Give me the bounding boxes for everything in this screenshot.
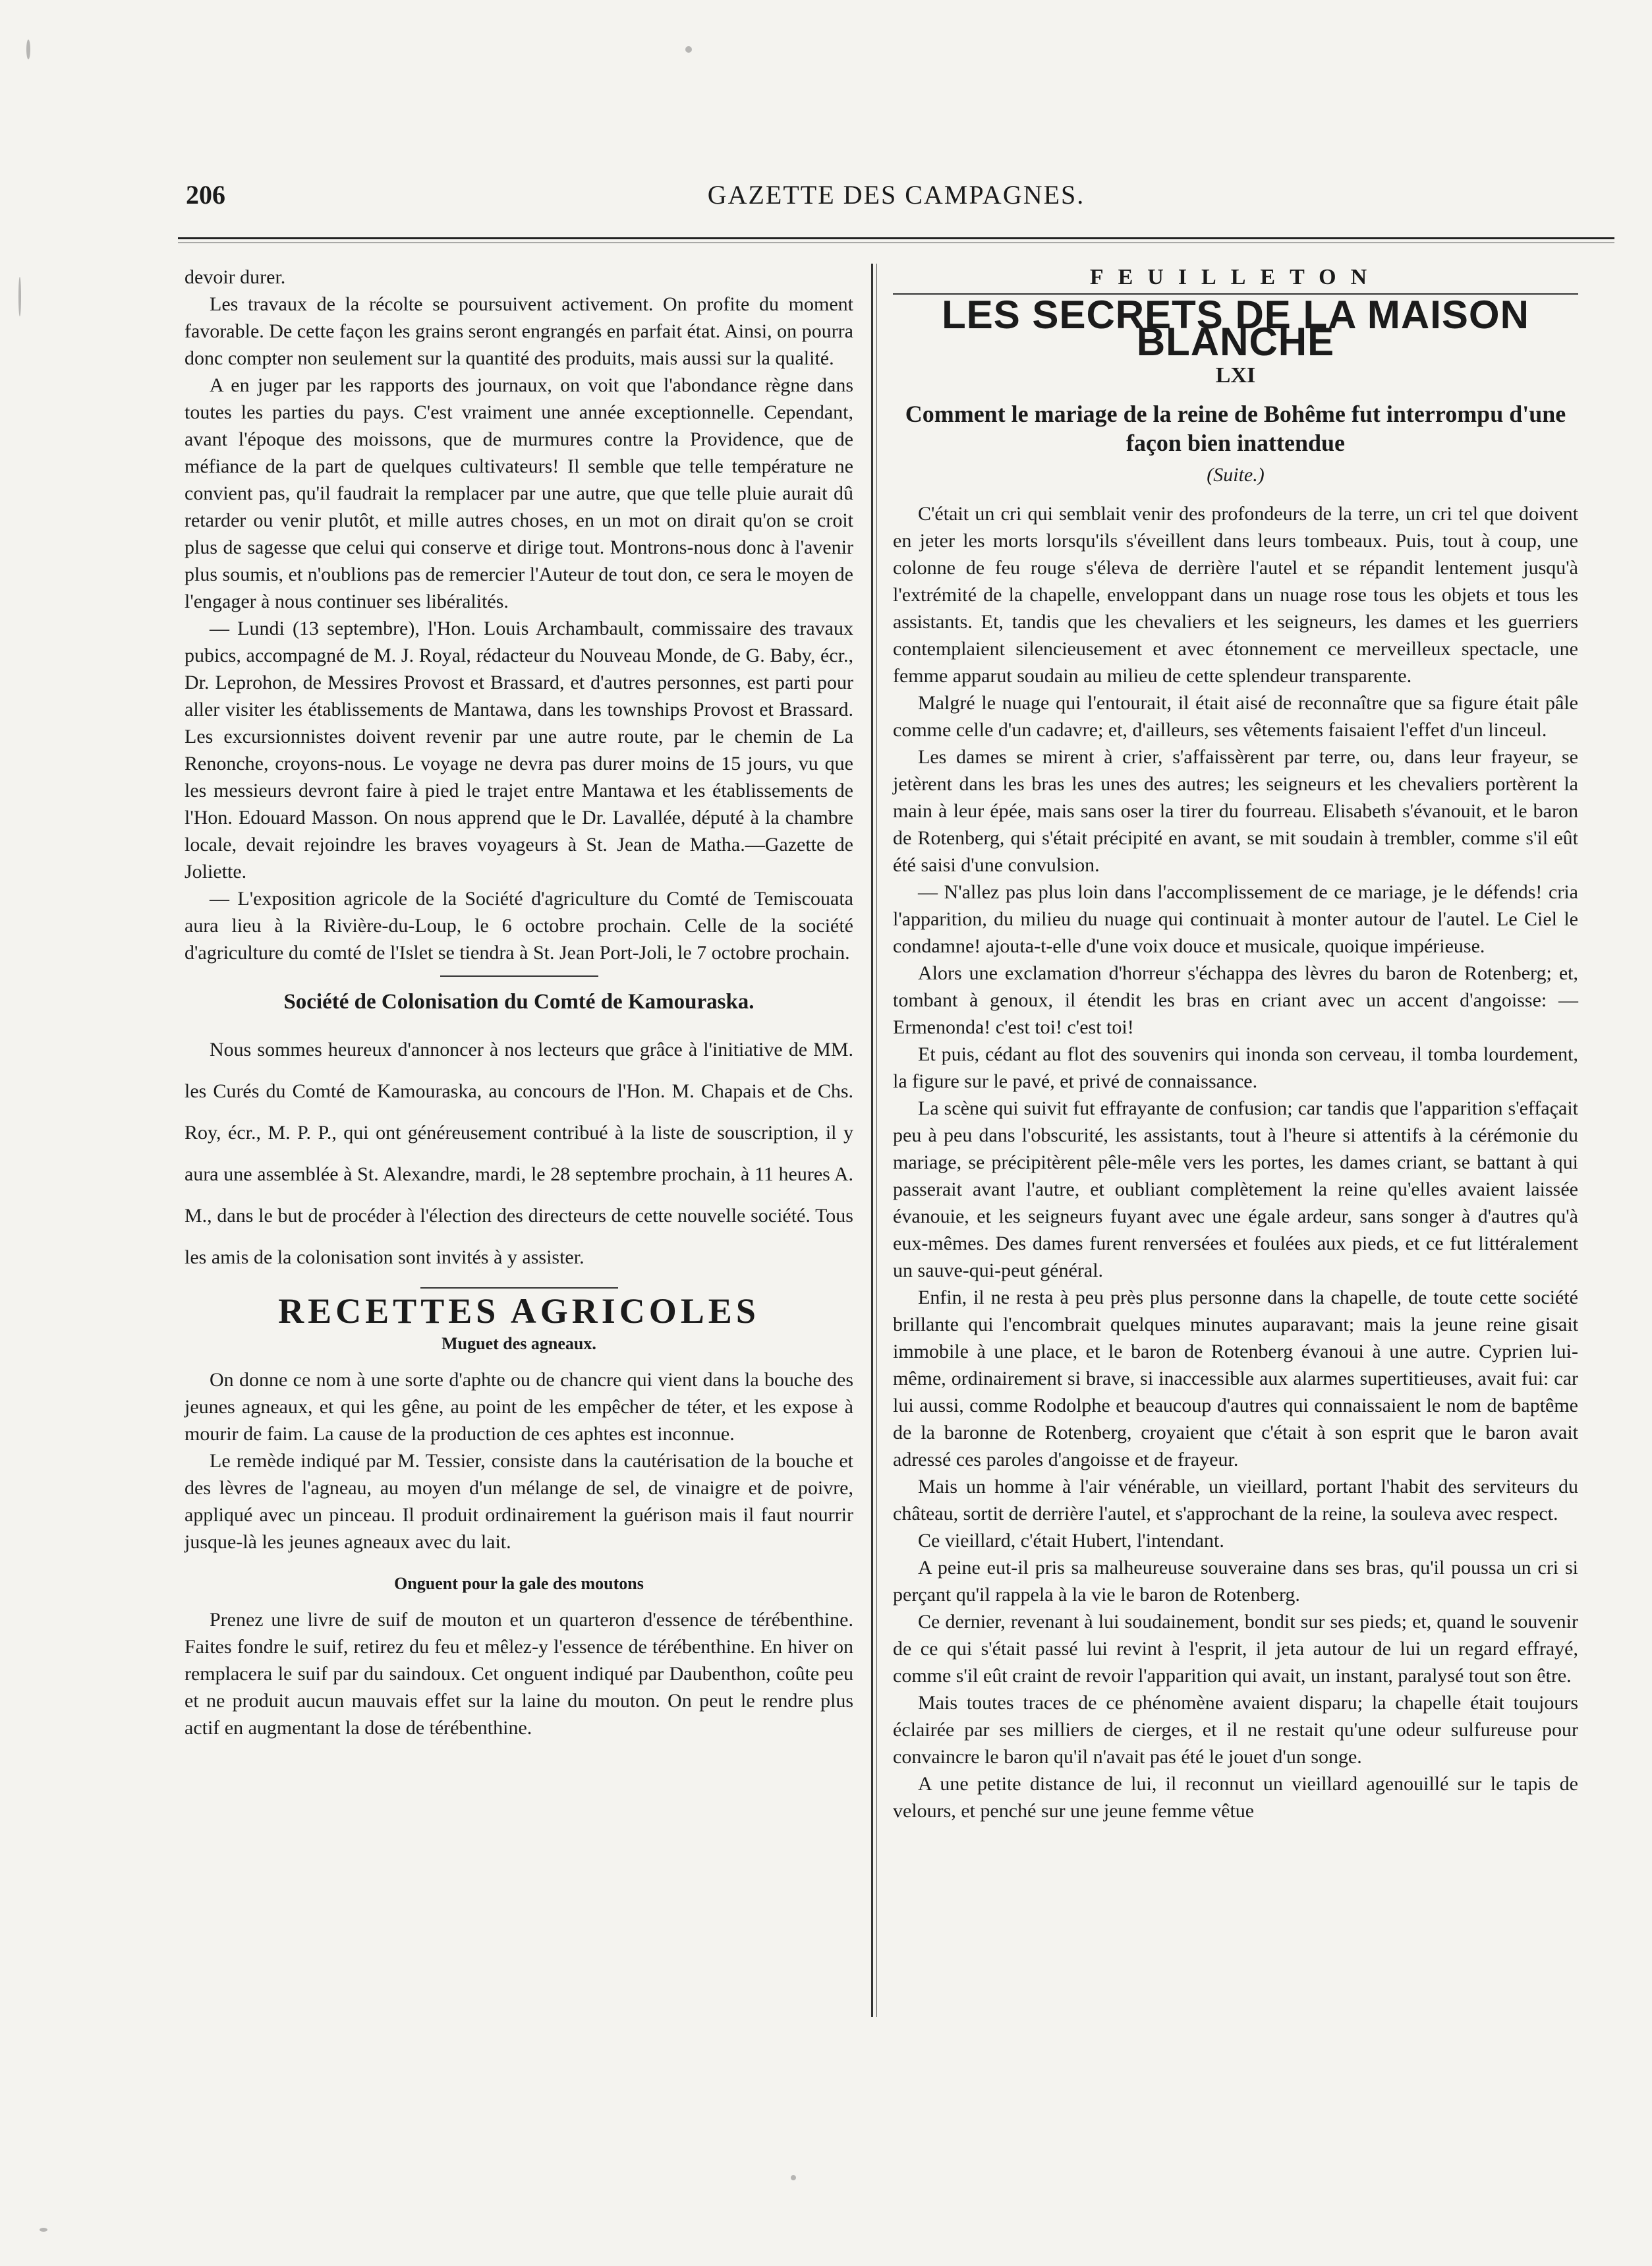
header-rule [178,237,1614,239]
chapter-number: LXI [1215,363,1256,388]
left-column [185,264,853,1741]
paragraph: A peine eut-il pris sa malheureuse souveraine dans ses bras, qu'il poussa un cri si perçant qu'il rappela à la vie le baron de Rotenberg. [893,1557,1578,1606]
paragraph: — L'exposition agricole de la Société d'agriculture du Comté de Temiscouata aura lieu à la Rivière-du-Loup, le 6 octobre prochain. Celle de la société d'agriculture du comté de l'Islet se tiendra à St. Jean Port-Joli, le 7 octobre prochain. [185,888,853,964]
paragraph: devoir durer. [185,266,286,288]
paragraph: — Lundi (13 septembre), l'Hon. Louis Archambault, commissaire des travaux pubics, accompagné de M. J. Royal, rédacteur du Nouveau Monde, de G. Baby, écr., Dr. Leprohon, de Messires Provost et Brassard, et d'autres personnes, est parti pour aller visiter les établissements de Mantawa, dans les townships Provost et Brassard. Les excursionnistes doivent revenir par une autre route, par le chemin de La Renonche, croyons-nous. Le voyage ne devra pas durer moins de 15 jours, vu que les messieurs devront faire à pied le trajet entre Mantawa et les établissements de l'Hon. Edouard Masson. On nous apprend que le Dr. Lavallée, député à la chambre locale, devait rejoindre les braves voyageurs à St. Jean de Matha.—Gazette de Joliette. [185,618,853,883]
subsection-title-muguet: Muguet des agneaux. [441,1334,596,1353]
paragraph: Mais un homme à l'air vénérable, un vieillard, portant l'habit des serviteurs du château, sortit de derrière l'autel, et s'approchant de la reine, la souleva avec respect. [893,1476,1578,1525]
paragraph: Nous sommes heureux d'annoncer à nos lecteurs que grâce à l'initiative de MM. les Curés du Comté de Kamouraska, au concours de l'Hon. M. Chapais et de Chs. Roy, écr., M. P. P., qui ont généreusement contribué à la liste de souscription, il y aura une assemblée à St. Alexandre, mardi, le 28 septembre prochain, à 11 heures A. M., dans le but de procéder à l'élection des directeurs de cette nouvelle société. Tous les amis de la colonisation sont invités à y assister. [185,1039,853,1268]
subsection-title-onguent: Onguent pour la gale des moutons [394,1574,644,1593]
column-divider [871,264,873,2017]
paragraph: C'était un cri qui semblait venir des profondeurs de la terre, un cri tel que doivent en jeter les morts lorsqu'ils s'éveillent dans leurs tombeaux. Puis, tout à coup, une colonne de feu rouge s'éleva de derrière l'autel et se répandit lentement jusqu'à l'extrémité de la chapelle, enveloppant dans un nuage rose tous les objets et tous les assistants. Et, tandis que les chevaliers et les seigneurs, les dames et les guerriers contemplaient silencieusement et avec étonnement ce merveilleux spectacle, une femme apparut soudain au milieu de cette splendeur transparente. [893,503,1578,687]
page-header [178,178,1614,224]
paragraph: — N'allez pas plus loin dans l'accomplissement de ce mariage, je le défends! cria l'apparition, du milieu du nuage qui continuait à monter autour de l'autel. Le Ciel le condamne! ajouta-t-elle d'une voix douce et musicale, quoique impérieuse. [893,881,1578,957]
section-rule [440,975,598,977]
paragraph: Ce dernier, revenant à lui soudainement, bondit sur ses pieds; et, quand le souvenir de ce qui s'était passé lui revint à l'esprit, il jeta autour de lui un regard effrayé, comme s'il eût craint de revoir l'apparition qui avait, un instant, paralysé tout son être. [893,1611,1578,1687]
page-number: 206 [186,180,225,210]
section-rule [420,1287,618,1289]
scan-noise [18,277,21,316]
paragraph: Malgré le nuage qui l'entourait, il était aisé de reconnaître que sa figure était pâle comme celle d'un cadavre; et, d'ailleurs, ses vêtements faisaient l'effet d'un linceul. [893,692,1578,741]
paragraph: Prenez une livre de suif de mouton et un quarteron d'essence de térébenthine. Faites fondre le suif, retirez du feu et mêlez-y l'essence de térébenthine. En hiver on remplacera le suif par du saindoux. Cet onguent indiqué par Daubenthon, coûte peu et ne produit aucun mauvais effet sur la laine du mouton. On peut le rendre plus actif en augmentant la dose de térébenthine. [185,1609,853,1739]
paragraph: On donne ce nom à une sorte d'aphte ou de chancre qui vient dans la bouche des jeunes agneaux, et qui les gêne, au point de les empêcher de téter, et les expose à mourir de faim. La cause de la production de ces aphtes est inconnue. [185,1369,853,1445]
paragraph: Enfin, il ne resta à peu près plus personne dans la chapelle, de toute cette société brillante qui l'encombrait quelques minutes auparavant; mais la jeune reine gisait immobile à une place, et le baron de Rotenberg évanoui à une autre. Cyprien lui-même, ordinairement si brave, si inaccessible aux alarmes supertitieuses, avait fui: car lui aussi, comme Rodolphe et beaucoup d'autres qui connaissaient le nom de baptême de la baronne de Rotenberg, croyaient que c'était à son esprit que le baron avait adressé ces paroles d'angoisse et de frayeur. [893,1287,1578,1470]
colonisation-notice [185,1029,853,1278]
column-divider-thin [876,264,877,2017]
section-title-colonisation: Société de Colonisation du Comté de Kamouraska. [283,990,755,1014]
section-title-recettes: RECETTES AGRICOLES [278,1291,760,1331]
paragraph: Ce vieillard, c'était Hubert, l'intendant. [918,1530,1224,1552]
paragraph: Le remède indiqué par M. Tessier, consiste dans la cautérisation de la bouche et des lèvres de l'agneau, au moyen d'un mélange de sel, de vinaigre et de poivre, appliqué avec un pinceau. Il produit ordinairement la guérison mais il faut nourrir jusque-là les jeunes agneaux avec du lait. [185,1450,853,1553]
feuilleton-heading: FEUILLETON [1089,265,1382,289]
paragraph: Les dames se mirent à crier, s'affaissèrent par terre, ou, dans leur frayeur, se jetèrent dans les bras les unes des autres; les seigneurs et les chevaliers portèrent la main à leur épée, mais sans oser la tirer du fourreau. Elisabeth s'évanouit, et le baron de Rotenberg, qui s'était précipité en avant, se mit soudain à trembler, comme s'il eût été saisi d'une convulsion. [893,746,1578,876]
paragraph: A en juger par les rapports des journaux, on voit que l'abondance règne dans toutes les parties du pays. C'est vraiment une année exceptionnelle. Cependant, avant l'époque des moissons, que de murmures contre la Providence, que de méfiance de la part de quelques cultivateurs! Il semble que telle température ne convient pas, qu'il faudrait la remplacer par une autre, que que telle pluie aurait dû retarder ou venir plutôt, et mille autres choses, en un mot on dirait qu'on se croit plus de sagesse que celui qui conserve et dirige tout. Montrons-nous donc à l'avenir plus soumis, et n'oublions pas de remercier l'Auteur de tout don, ce sera le moyen de l'engager à nous continuer ses libéralités. [185,374,853,612]
paragraph: Mais toutes traces de ce phénomène avaient disparu; la chapelle était toujours éclairée par ses milliers de cierges, et il ne restait qu'une odeur sulfureuse pour convaincre le baron qu'il n'avait pas été le jouet d'un songe. [893,1692,1578,1768]
paragraph: Alors une exclamation d'horreur s'échappa des lèvres du baron de Rotenberg; et, tombant à genoux, il étendit les bras en criant avec un accent d'angoisse: — Ermenonda! c'est toi! c'est toi! [893,962,1578,1038]
paragraph: Les travaux de la récolte se poursuivent activement. On profite du moment favorable. De cette façon les grains seront engrangés en parfait état. Ainsi, on pourra donc compter non seulement sur la quantité des produits, mais aussi sur la qualité. [185,293,853,369]
chapter-title: Comment le mariage de la reine de Bohême fut interrompu d'une façon bien inattendue [905,401,1566,456]
paragraph: Et puis, cédant au flot des souvenirs qui inonda son cerveau, il tomba lourdement, la figure sur le pavé, et privé de connaissance. [893,1043,1578,1092]
scan-noise [685,46,692,53]
paragraph: A une petite distance de lui, il reconnut un vieillard agenouillé sur le tapis de velours, et penché sur une jeune femme vêtue [893,1773,1578,1822]
suite-label: (Suite.) [1207,464,1265,486]
serial-title: LES SECRETS DE LA MAISON BLANCHE [942,293,1529,364]
right-column [893,264,1578,1824]
newspaper-title: GAZETTE DES CAMPAGNES. [707,180,1085,210]
scan-noise [791,2175,796,2180]
scan-noise [40,2228,47,2232]
scan-noise [26,40,30,59]
paragraph: La scène qui suivit fut effrayante de confusion; car tandis que l'apparition s'effaçait peu à peu dans l'obscurité, les assistants, tout à l'heure si attentifs à la cérémonie du mariage, se précipitèrent pêle-mêle vers les portes, les dames criant, se battant à qui passerait avant l'autre, et oubliant complètement la reine qu'elles avaient laissée évanouie, et les seigneurs fuyant avec une égale ardeur, sans songer à d'autres qu'à eux-mêmes. Des dames furent renversées et foulées aux pieds, et ce fut littéralement un sauve-qui-peut général. [893,1097,1578,1281]
